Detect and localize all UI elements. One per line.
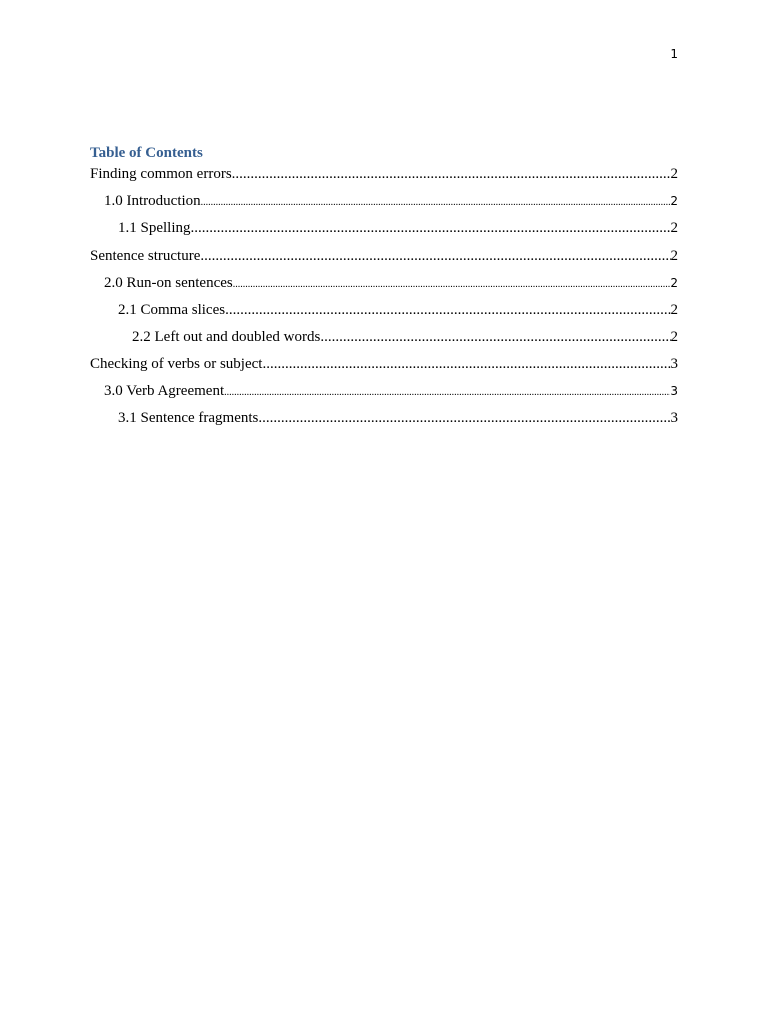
toc-dot-leader bbox=[262, 354, 670, 374]
toc-entry-page: 3 bbox=[670, 384, 678, 398]
toc-dot-leader bbox=[232, 164, 671, 184]
toc-entry-sentence-structure[interactable] bbox=[90, 246, 678, 266]
toc-entry-label: 3.0 Verb Agreement bbox=[104, 383, 225, 399]
toc-dot-leader bbox=[224, 383, 670, 401]
toc-dot-leader bbox=[191, 218, 671, 238]
toc-entry-label: 3.1 Sentence fragments bbox=[118, 410, 259, 426]
toc-entry-page: 2 bbox=[670, 166, 678, 182]
toc-entry-page: 2 bbox=[670, 220, 678, 236]
toc-entry-label: 1.1 Spelling bbox=[118, 220, 191, 236]
toc-entry-sentence-fragments[interactable] bbox=[90, 408, 678, 428]
toc-entry-label: 2.1 Comma slices bbox=[118, 302, 226, 318]
toc-entry-label: Finding common errors bbox=[90, 166, 232, 182]
toc-entry-spelling[interactable] bbox=[90, 218, 678, 238]
toc-entry-page: 3 bbox=[670, 356, 678, 372]
toc-entry-finding-common-errors[interactable] bbox=[90, 164, 678, 184]
toc-dot-leader bbox=[233, 275, 671, 293]
toc-dot-leader bbox=[201, 193, 671, 211]
toc-entry-page: 3 bbox=[670, 410, 678, 426]
toc-dot-leader bbox=[320, 327, 670, 347]
toc-entry-page: 2 bbox=[670, 302, 678, 318]
toc-entry-run-on-sentences[interactable] bbox=[90, 273, 678, 293]
toc-entry-page: 2 bbox=[670, 276, 678, 290]
toc-entry-label: Checking of verbs or subject bbox=[90, 356, 263, 372]
toc-dot-leader bbox=[200, 246, 670, 266]
toc-entry-label: Sentence structure bbox=[90, 248, 201, 264]
toc-entry-left-out-doubled-words[interactable] bbox=[90, 327, 678, 347]
toc-entry-page: 2 bbox=[670, 329, 678, 345]
toc-entry-introduction[interactable] bbox=[90, 191, 678, 211]
toc-entry-checking-verbs-subject[interactable] bbox=[90, 354, 678, 374]
toc-entry-label: 1.0 Introduction bbox=[104, 193, 201, 209]
toc-entry-label: 2.2 Left out and doubled words bbox=[132, 329, 321, 345]
toc-dot-leader bbox=[258, 408, 670, 428]
toc-entry-page: 2 bbox=[670, 194, 678, 208]
page-number: 1 bbox=[670, 47, 678, 61]
toc-entry-label: 2.0 Run-on sentences bbox=[104, 275, 233, 291]
toc-entry-page: 2 bbox=[670, 248, 678, 264]
table-of-contents bbox=[90, 144, 678, 426]
toc-entry-comma-slices[interactable] bbox=[90, 300, 678, 320]
toc-title: Table of Contents bbox=[90, 145, 203, 161]
toc-entry-verb-agreement[interactable] bbox=[90, 381, 678, 401]
toc-dot-leader bbox=[225, 300, 670, 320]
